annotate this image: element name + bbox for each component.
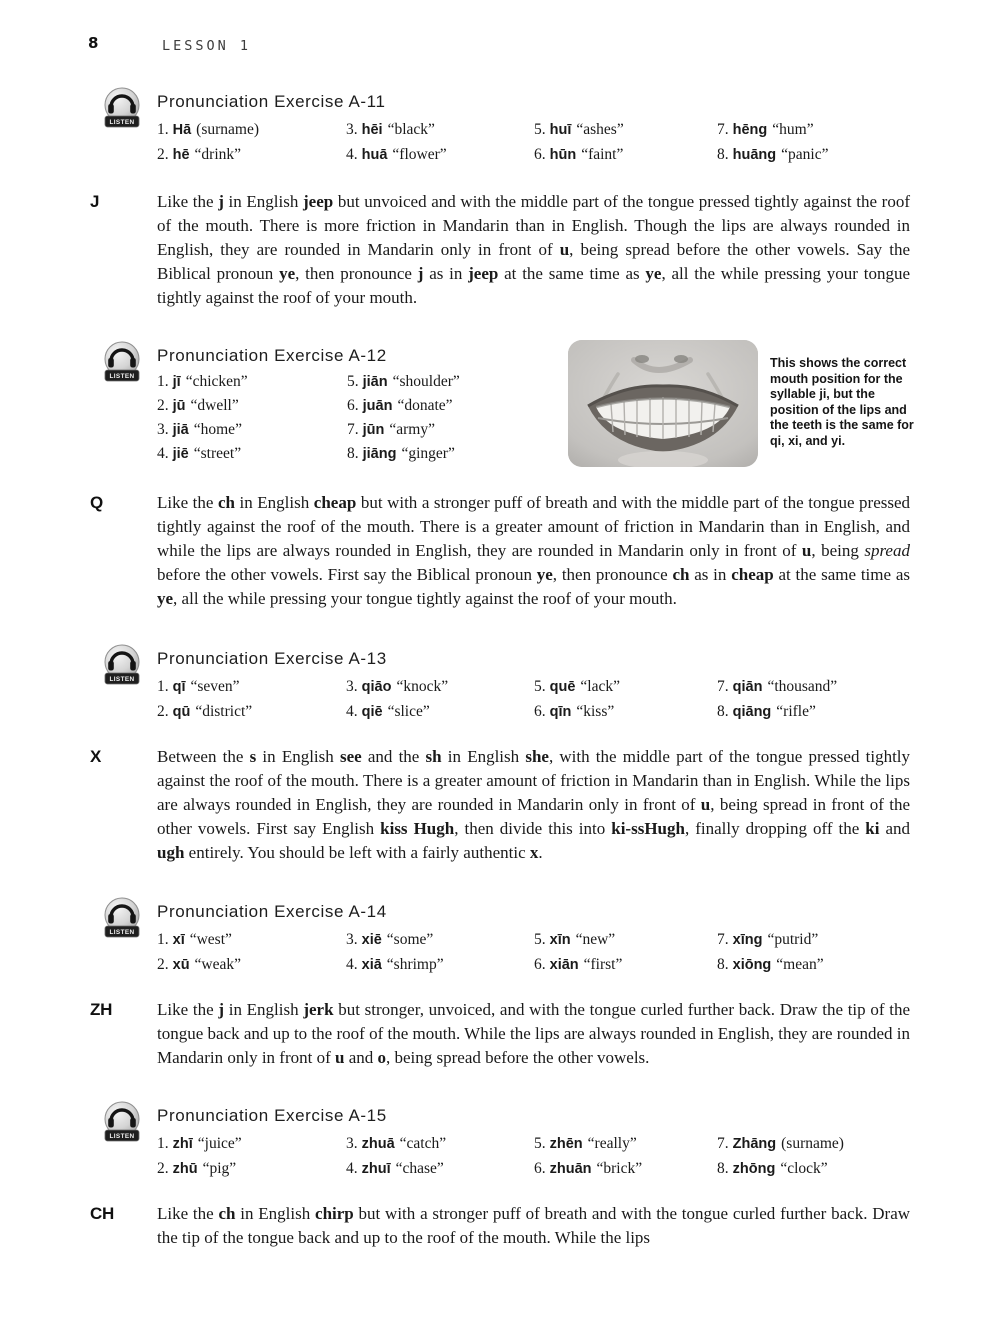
item-number: 4.	[346, 1160, 358, 1177]
exercise-item	[717, 703, 837, 728]
listen-icon	[101, 86, 143, 136]
consonant-paragraph: Like the ch in English cheap but with a stronger puff of breath and with the middle part of the tongue pressed tightly against the roof of the mouth. There is a greater amount of friction in Mandarin than in English, and while the lips are always rounded in English, they are rounded in Mandarin only in front of u, being spread before the other vowels. First say the Biblical pronoun ye, then pronounce ch as in cheap at the same time as ye, all the while pressing your tongue tightly against the roof of your mouth.	[157, 493, 911, 608]
items-column	[534, 931, 622, 981]
consonant-paragraph: Like the j in English jeep but unvoiced and with the middle part of the tongue pressed tightly against the roof of the mouth. There is more friction in Mandarin than in English. Though the lips are always rounded in English, they are rounded in Mandarin only in front of u, being spread before the other vowels. Say the Biblical pronoun ye, then pronounce j as in jeep at the same time as ye, all the while pressing your tongue tightly against the roof of your mouth.	[157, 192, 911, 307]
item-gloss: “donate”	[397, 397, 453, 414]
item-pinyin: xiē	[361, 932, 382, 948]
listen-icon	[101, 340, 143, 390]
exercise-a15	[157, 1106, 957, 1196]
consonant-label: CH	[90, 1204, 114, 1223]
exercise-item	[346, 703, 448, 728]
item-pinyin: hēi	[361, 122, 383, 138]
item-gloss: “kiss”	[576, 703, 615, 720]
item-pinyin: qiāng	[732, 704, 772, 720]
section-j	[90, 190, 912, 310]
exercise-item	[347, 397, 460, 421]
item-pinyin: xīng	[732, 932, 763, 948]
items-column	[534, 1135, 642, 1185]
item-number: 8.	[347, 445, 359, 462]
mouth-position-image	[568, 340, 758, 467]
item-gloss: “chase”	[395, 1160, 444, 1177]
item-number: 6.	[534, 146, 546, 163]
item-gloss: “mean”	[776, 956, 824, 973]
item-number: 7.	[717, 931, 729, 948]
consonant-label: X	[90, 747, 102, 766]
item-number: 7.	[717, 678, 729, 695]
item-pinyin: juān	[362, 398, 393, 414]
exercise-item	[717, 1160, 844, 1185]
item-pinyin: jiē	[172, 446, 189, 462]
item-gloss: “rifle”	[776, 703, 816, 720]
item-gloss: “street”	[193, 445, 242, 462]
exercise-title: Pronunciation Exercise A-11	[157, 92, 386, 111]
item-gloss: “putrid”	[767, 931, 819, 948]
exercise-title: Pronunciation Exercise A-14	[157, 902, 387, 921]
exercise-item	[157, 445, 248, 469]
item-number: 6.	[347, 397, 359, 414]
item-number: 7.	[347, 421, 359, 438]
item-pinyin: jūn	[362, 422, 385, 438]
consonant-label: ZH	[90, 1000, 113, 1019]
item-pinyin: jiā	[172, 422, 189, 438]
item-number: 8.	[717, 703, 729, 720]
item-gloss: “home”	[193, 421, 242, 438]
exercise-item	[534, 121, 624, 146]
item-number: 6.	[534, 1160, 546, 1177]
exercise-item	[157, 121, 259, 146]
section-x	[90, 745, 912, 865]
item-pinyin: xī	[172, 932, 185, 948]
exercise-item	[534, 678, 620, 703]
item-pinyin: xiā	[361, 957, 382, 973]
items-column	[157, 121, 259, 171]
item-pinyin: quē	[549, 679, 576, 695]
consonant-paragraph: Like the ch in English chirp but with a stronger puff of breath and with the tongue curled further back. Draw the tip of the tongue back and up to the roof of the mouth. While the lips	[157, 1204, 911, 1247]
item-pinyin: xū	[172, 957, 190, 973]
item-number: 5.	[534, 1135, 546, 1152]
item-number: 3.	[346, 678, 358, 695]
item-number: 3.	[346, 121, 358, 138]
exercise-item	[157, 421, 248, 445]
item-pinyin: qiāo	[361, 679, 392, 695]
listen-icon	[101, 643, 143, 693]
item-number: 5.	[347, 373, 359, 390]
items-column	[717, 678, 837, 728]
item-gloss: “district”	[195, 703, 253, 720]
exercise-item	[534, 146, 624, 171]
item-gloss: “catch”	[399, 1135, 447, 1152]
item-pinyin: hūn	[549, 147, 577, 163]
items-column	[157, 931, 241, 981]
exercise-item	[534, 931, 622, 956]
exercise-item	[347, 373, 460, 397]
items-column	[157, 1135, 242, 1185]
item-gloss: “slice”	[387, 703, 430, 720]
item-pinyin: jiāng	[362, 446, 397, 462]
exercise-a13	[157, 649, 957, 739]
listen-icon	[101, 1100, 143, 1150]
exercise-item	[347, 445, 460, 469]
items-column	[346, 678, 448, 728]
item-pinyin: huā	[361, 147, 388, 163]
item-number: 2.	[157, 146, 169, 163]
consonant-paragraph: Like the j in English jerk but stronger, unvoiced, and with the tongue curled further back. Draw the tip of the tongue back and up to the roof of the mouth. While the lips are always rounded in English, they are rounded in Mandarin only in front of u and o, being spread before the other vowels.	[157, 1000, 911, 1067]
exercise-title: Pronunciation Exercise A-12	[157, 346, 387, 365]
item-gloss: “first”	[583, 956, 623, 973]
exercise-item	[346, 1160, 446, 1185]
exercise-item	[157, 1135, 242, 1160]
exercise-item	[157, 1160, 242, 1185]
items-column	[347, 373, 460, 469]
item-pinyin: zhuī	[361, 1161, 391, 1177]
item-pinyin: huāng	[732, 147, 777, 163]
exercise-item	[346, 121, 447, 146]
item-pinyin: xiān	[549, 957, 579, 973]
item-gloss: “clock”	[780, 1160, 828, 1177]
item-number: 7.	[717, 1135, 729, 1152]
item-number: 2.	[157, 956, 169, 973]
item-gloss: “some”	[386, 931, 434, 948]
exercise-item	[717, 1135, 844, 1160]
exercise-item	[157, 146, 259, 171]
item-gloss: “army”	[389, 421, 435, 438]
page-number: 8	[88, 34, 99, 52]
exercise-item	[157, 931, 241, 956]
item-gloss: “drink”	[194, 146, 242, 163]
exercise-item	[157, 397, 248, 421]
item-number: 4.	[346, 956, 358, 973]
exercise-item	[534, 1135, 642, 1160]
item-pinyin: zhuān	[549, 1161, 592, 1177]
exercise-title: Pronunciation Exercise A-15	[157, 1106, 387, 1125]
item-number: 4.	[346, 703, 358, 720]
exercise-item	[157, 678, 252, 703]
item-pinyin: Zhāng	[732, 1136, 777, 1152]
item-pinyin: qū	[172, 704, 191, 720]
exercise-item	[157, 956, 241, 981]
exercise-item	[534, 1160, 642, 1185]
item-number: 8.	[717, 1160, 729, 1177]
section-q	[90, 491, 912, 611]
figure-caption: This shows the correct mouth position for the syllable ji, but the position of the lips and the teeth is the same for qi, xi, and yi.	[770, 356, 914, 448]
item-gloss: “brick”	[596, 1160, 643, 1177]
item-number: 5.	[534, 678, 546, 695]
exercise-item	[717, 121, 828, 146]
exercise-item	[717, 956, 824, 981]
section-zh	[90, 998, 912, 1070]
item-pinyin: zhū	[172, 1161, 198, 1177]
item-gloss: “ashes”	[576, 121, 624, 138]
consonant-paragraph: Between the s in English see and the sh in English she, with the middle part of the tongue pressed tightly against the roof of the mouth. There is a greater amount of friction in Mandarin than in English. While the lips are always rounded in English, they are rounded in Mandarin only in front of u, being spread in front of the other vowels. First say English kiss Hugh, then divide this into ki-ssHugh, finally dropping off the ki and ugh entirely. You should be left with a fairly authentic x.	[157, 747, 911, 862]
exercise-a11	[157, 92, 957, 182]
section-ch	[90, 1202, 912, 1250]
item-pinyin: zhī	[172, 1136, 193, 1152]
item-number: 2.	[157, 397, 169, 414]
item-number: 5.	[534, 931, 546, 948]
item-pinyin: qī	[172, 679, 186, 695]
items-column	[717, 121, 828, 171]
item-number: 1.	[157, 931, 169, 948]
item-gloss: “really”	[587, 1135, 637, 1152]
item-gloss: “flower”	[392, 146, 447, 163]
item-gloss: “seven”	[190, 678, 240, 695]
exercise-item	[157, 703, 252, 728]
item-gloss: “weak”	[194, 956, 242, 973]
item-pinyin: jū	[172, 398, 186, 414]
item-gloss: “black”	[387, 121, 435, 138]
item-gloss: (surname)	[196, 121, 260, 138]
item-number: 1.	[157, 678, 169, 695]
item-gloss: “hum”	[772, 121, 814, 138]
item-number: 2.	[157, 1160, 169, 1177]
item-gloss: “west”	[189, 931, 232, 948]
item-pinyin: xīn	[549, 932, 571, 948]
item-gloss: (surname)	[781, 1135, 844, 1152]
exercise-a14	[157, 902, 957, 992]
exercise-item	[346, 931, 444, 956]
items-column	[346, 121, 447, 171]
item-number: 5.	[534, 121, 546, 138]
item-gloss: “ginger”	[401, 445, 455, 462]
item-number: 8.	[717, 146, 729, 163]
lesson-title: LESSON 1	[162, 38, 252, 54]
item-pinyin: xiōng	[732, 957, 772, 973]
items-column	[717, 1135, 844, 1185]
item-gloss: “dwell”	[190, 397, 239, 414]
item-number: 4.	[157, 445, 169, 462]
items-column	[534, 121, 624, 171]
item-number: 1.	[157, 121, 169, 138]
item-pinyin: qīn	[549, 704, 572, 720]
items-column	[717, 931, 824, 981]
item-pinyin: jī	[172, 374, 181, 390]
exercise-item	[717, 931, 824, 956]
item-gloss: “knock”	[396, 678, 449, 695]
exercise-item	[346, 678, 448, 703]
item-pinyin: hēng	[732, 122, 768, 138]
exercise-item	[346, 1135, 446, 1160]
items-column	[346, 931, 444, 981]
item-pinyin: qiē	[361, 704, 383, 720]
item-number: 6.	[534, 703, 546, 720]
consonant-label: Q	[90, 493, 103, 512]
item-gloss: “panic”	[781, 146, 829, 163]
item-pinyin: zhēn	[549, 1136, 583, 1152]
exercise-item	[534, 956, 622, 981]
item-number: 6.	[534, 956, 546, 973]
exercise-item	[347, 421, 460, 445]
item-gloss: “faint”	[581, 146, 624, 163]
item-gloss: “new”	[575, 931, 616, 948]
item-pinyin: qiān	[732, 679, 763, 695]
item-pinyin: jiān	[362, 374, 388, 390]
item-number: 8.	[717, 956, 729, 973]
item-gloss: “lack”	[580, 678, 620, 695]
exercise-item	[717, 678, 837, 703]
items-column	[346, 1135, 446, 1185]
item-number: 3.	[346, 931, 358, 948]
item-gloss: “juice”	[197, 1135, 242, 1152]
items-column	[157, 678, 252, 728]
consonant-label: J	[90, 192, 100, 211]
item-gloss: “shrimp”	[386, 956, 444, 973]
item-gloss: “chicken”	[185, 373, 248, 390]
items-column	[534, 678, 620, 728]
item-number: 7.	[717, 121, 729, 138]
item-number: 2.	[157, 703, 169, 720]
item-number: 3.	[157, 421, 169, 438]
exercise-item	[157, 373, 248, 397]
exercise-item	[346, 956, 444, 981]
listen-icon	[101, 896, 143, 946]
exercise-title: Pronunciation Exercise A-13	[157, 649, 387, 668]
item-pinyin: huī	[549, 122, 572, 138]
exercise-item	[346, 146, 447, 171]
item-number: 1.	[157, 1135, 169, 1152]
item-number: 1.	[157, 373, 169, 390]
exercise-item	[534, 703, 620, 728]
item-gloss: “shoulder”	[392, 373, 460, 390]
item-pinyin: zhōng	[732, 1161, 776, 1177]
item-gloss: “pig”	[202, 1160, 237, 1177]
item-pinyin: hē	[172, 147, 190, 163]
item-gloss: “thousand”	[767, 678, 838, 695]
item-pinyin: Hā	[172, 122, 192, 138]
items-column	[157, 373, 248, 469]
item-number: 4.	[346, 146, 358, 163]
item-number: 3.	[346, 1135, 358, 1152]
exercise-item	[717, 146, 828, 171]
item-pinyin: zhuā	[361, 1136, 395, 1152]
